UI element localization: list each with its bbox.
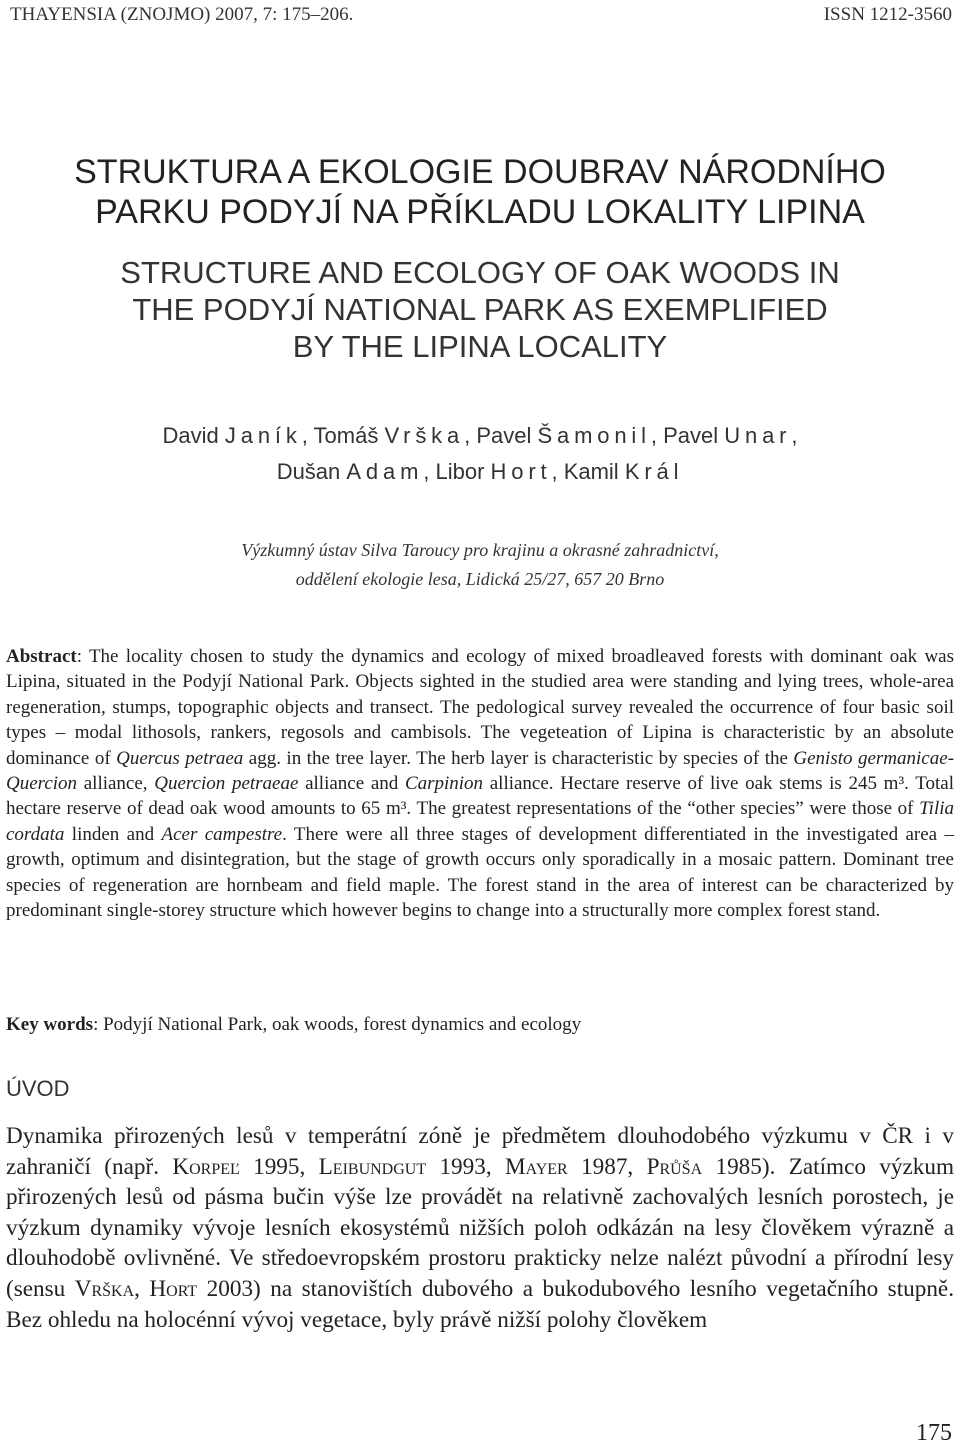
author-line: David Janík, Tomáš Vrška, Pavel Šamonil, Pavel Unar, [162, 423, 798, 448]
title-english [0, 254, 960, 365]
title-english-line: THE PODYJÍ NATIONAL PARK AS EXEMPLIFIED [132, 292, 828, 327]
running-header [10, 4, 952, 28]
author-line: Dušan Adam, Libor Hort, Kamil Král [276, 459, 684, 484]
cited-author: Korpeľ [172, 1153, 240, 1180]
title-english-line: STRUCTURE AND ECOLOGY OF OAK WOODS IN [120, 255, 840, 290]
title-czech-line: PARKU PODYJÍ NA PŘÍKLADU LOKALITY LIPINA [95, 193, 865, 231]
abstract-label: Abstract [6, 646, 77, 667]
affiliation [0, 536, 960, 594]
species-name: Quercus petraea [116, 747, 244, 769]
cited-author: Leibundgut [318, 1153, 427, 1180]
title-czech-line: STRUKTURA A EKOLOGIE DOUBRAV NÁRODNÍHO [74, 153, 886, 191]
cited-author: Vrška [74, 1275, 135, 1302]
species-name: Tilia cordata [6, 798, 954, 845]
author: David Janík [162, 423, 302, 448]
issn: ISSN 1212-3560 [823, 4, 952, 25]
title-czech [0, 152, 960, 232]
cited-author: Průša [646, 1153, 703, 1180]
author: Tomáš Vrška [313, 423, 465, 448]
affiliation-line: oddělení ekologie lesa, Lidická 25/27, 657 20 Brno [295, 569, 665, 589]
body-paragraph: Dynamika přirozených lesů v temperátní zóně je předmětem dlouhodobého výzkumu v ČR i v zahraničí (např. Korpeľ 1995, Leibundgut 1993, Mayer 1987, Průša 1985). Zatímco výzkum přirozených lesů od pásma bučin výše lze provádět na relativně zachovalých lesních porostech, je výzkum dynamiky vývoje lesních ekosystémů nižších poloh odkázán na lesy člověkem výrazně a dlouhodobě ovlivněné. Ve středoevropském prostoru prakticky nelze nalézt původní a přírodní lesy (sensu Vrška, Hort 2003) na stanovištích dubového a bukodubového lesního vegetačního stupně. Bez ohledu na holocénní vývoj vegetace, byly právě nižší polohy člověkem [6, 1123, 955, 1333]
author: Dušan Adam [276, 459, 424, 484]
author-list [0, 418, 960, 490]
keywords-label: Key words [6, 1014, 94, 1035]
keywords: Key words: Podyjí National Park, oak woods, forest dynamics and ecology [6, 1014, 582, 1035]
author: Pavel Unar [663, 423, 792, 448]
journal-citation: THAYENSIA (ZNOJMO) 2007, 7: 175–206. [10, 4, 354, 25]
species-name: Acer campestre [161, 823, 283, 845]
author: Kamil Král [563, 459, 684, 484]
abstract: Abstract: The locality chosen to study the dynamics and ecology of mixed broadleaved forests with dominant oak was Lipina, situated in the Podyjí National Park. Objects sighted in the studied area were standing and lying trees, whole-area regeneration, stumps, topographic objects and transect. The pedological survey revealed the occurrence of four basic soil types – modal lithosols, rankers, regosols and cambisols. The vegeteation of Lipina is characteristic by an absolute dominance of Quercus petraea agg. in the tree layer. The herb layer is characteristic by species of the Genisto germanicae-Quercion alliance, Quercion petraeae alliance and Carpinion alliance. Hectare reserve of live oak stems is 245 m³. Total hectare reserve of dead oak wood amounts to 65 m³. The greatest representations of the “other species” were those of Tilia cordata linden and Acer campestre. There were all three stages of development differentiated in the investigated area – growth, optimum and disintegration, but the stage of growth occurs only sporadically in a mosaic pattern. Dominant tree species of regeneration are hornbeam and field maple. The forest stand in the area of interest can be characterized by predominant single-storey structure which however begins to change into a structurally more complex forest stand. [6, 646, 955, 922]
title-english-line: BY THE LIPINA LOCALITY [292, 329, 668, 364]
species-name: Genisto germanicae [793, 747, 948, 769]
author: Libor Hort [435, 459, 552, 484]
species-name: Quercion [6, 773, 78, 795]
affiliation-line: Výzkumný ústav Silva Taroucy pro krajinu a okrasné zahradnictví, [241, 540, 719, 560]
page-number: 175 [916, 1420, 952, 1446]
species-name: Quercion petraeae [154, 773, 299, 795]
cited-author: Mayer [504, 1153, 568, 1180]
section-heading: ÚVOD [6, 1076, 70, 1101]
cited-author: Hort [149, 1275, 198, 1302]
species-name: Carpinion [404, 773, 484, 795]
author: Pavel Šamonil [476, 423, 651, 448]
